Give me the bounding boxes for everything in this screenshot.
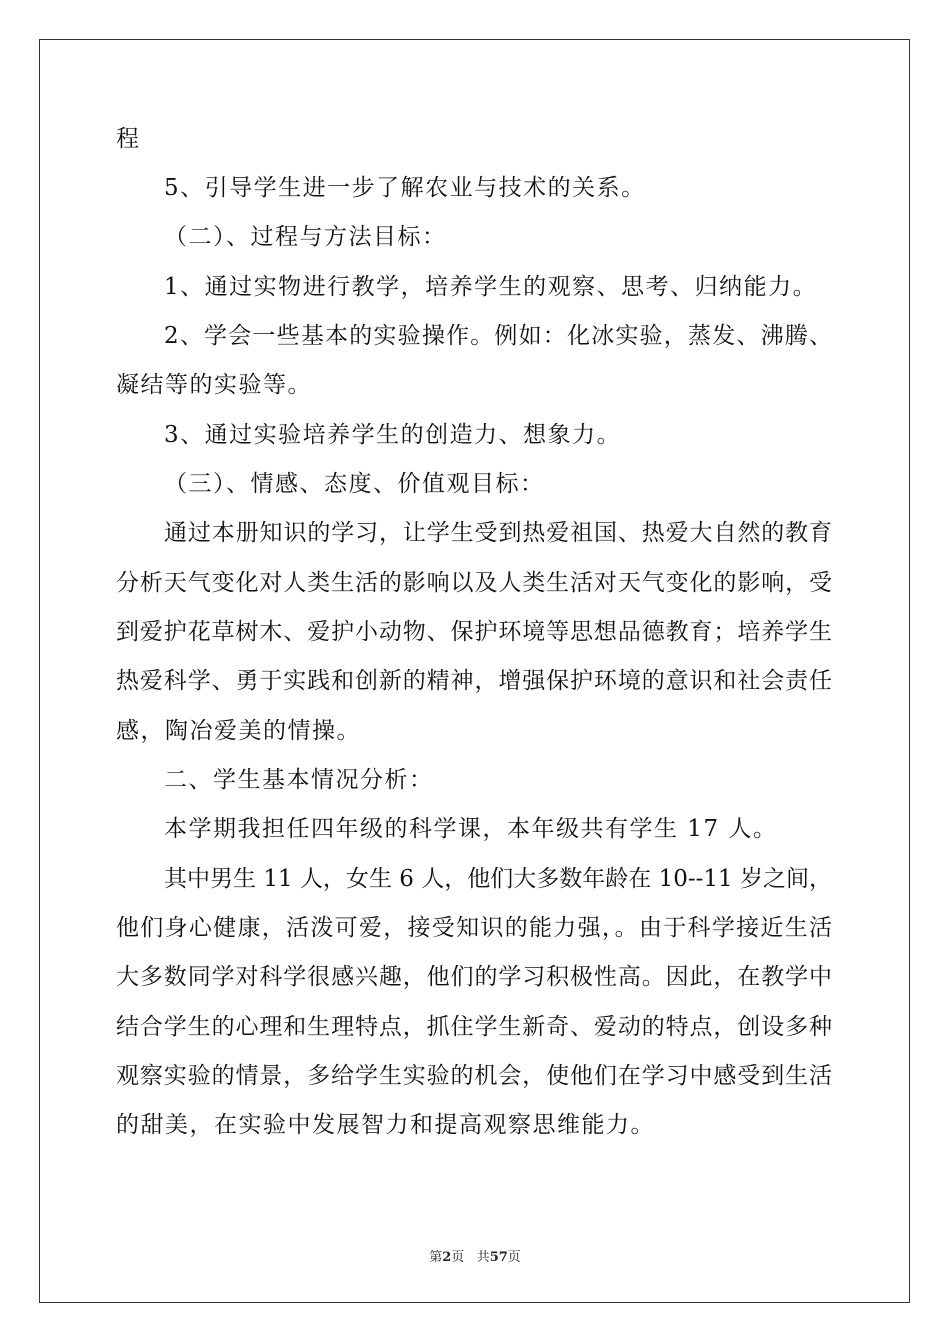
text-line: 1、通过实物进行教学，培养学生的观察、思考、归纳能力。: [164, 274, 818, 300]
page-footer: [0, 1246, 950, 1265]
total-suffix: 页: [507, 1250, 521, 1265]
section-heading: 二、学生基本情况分析：: [164, 767, 434, 793]
text-line: 结合学生的心理和生理特点，抓住学生新奇、爱动的特点，创设多种: [116, 1014, 832, 1040]
text-line: 2、学会一些基本的实验操作。例如：化冰实验，蒸发、沸腾、: [164, 323, 832, 349]
text-line: 5、引导学生进一步了解农业与技术的关系。: [164, 175, 646, 201]
text-line: 他们身心健康，活泼可爱，接受知识的能力强，。由于科学接近生活: [116, 915, 832, 941]
page-suffix: 页: [451, 1250, 465, 1265]
text-line: 到爱护花草树木、爱护小动物、保护环境等思想品德教育；培养学生: [116, 619, 832, 645]
text-line: 其中男生 11 人，女生 6 人，他们大多数年龄在 10--11 岁之间，: [164, 866, 832, 892]
section-heading: （二）、过程与方法目标：: [164, 224, 447, 250]
text-line: 本学期我担任四年级的科学课，本年级共有学生 17 人。: [164, 816, 778, 842]
total-pages: 57: [489, 1250, 508, 1265]
text-line: 3、通过实验培养学生的创造力、想象力。: [164, 422, 622, 448]
text-line: 感，陶冶爱美的情操。: [116, 718, 361, 744]
text-line: 通过本册知识的学习，让学生受到热爱祖国、热爱大自然的教育: [164, 520, 832, 546]
text-line: 凝结等的实验等。: [116, 372, 312, 398]
page-number: 2: [442, 1250, 452, 1265]
page-prefix: 第: [429, 1250, 443, 1265]
text-line: 热爱科学、勇于实践和创新的精神，增强保护环境的意识和社会责任: [116, 668, 832, 694]
text-line: 分析天气变化对人类生活的影响以及人类生活对天气变化的影响，受: [116, 570, 832, 596]
text-line: 大多数同学对科学很感兴趣，他们的学习积极性高。因此，在教学中: [116, 964, 832, 990]
text-line: 的甜美，在实验中发展智力和提高观察思维能力。: [116, 1112, 655, 1138]
text-line: 程: [116, 126, 141, 152]
section-heading: （三）、情感、态度、价值观目标：: [164, 471, 545, 497]
total-prefix: 共: [476, 1250, 490, 1265]
text-line: 观察实验的情景，多给学生实验的机会，使他们在学习中感受到生活: [116, 1063, 832, 1089]
